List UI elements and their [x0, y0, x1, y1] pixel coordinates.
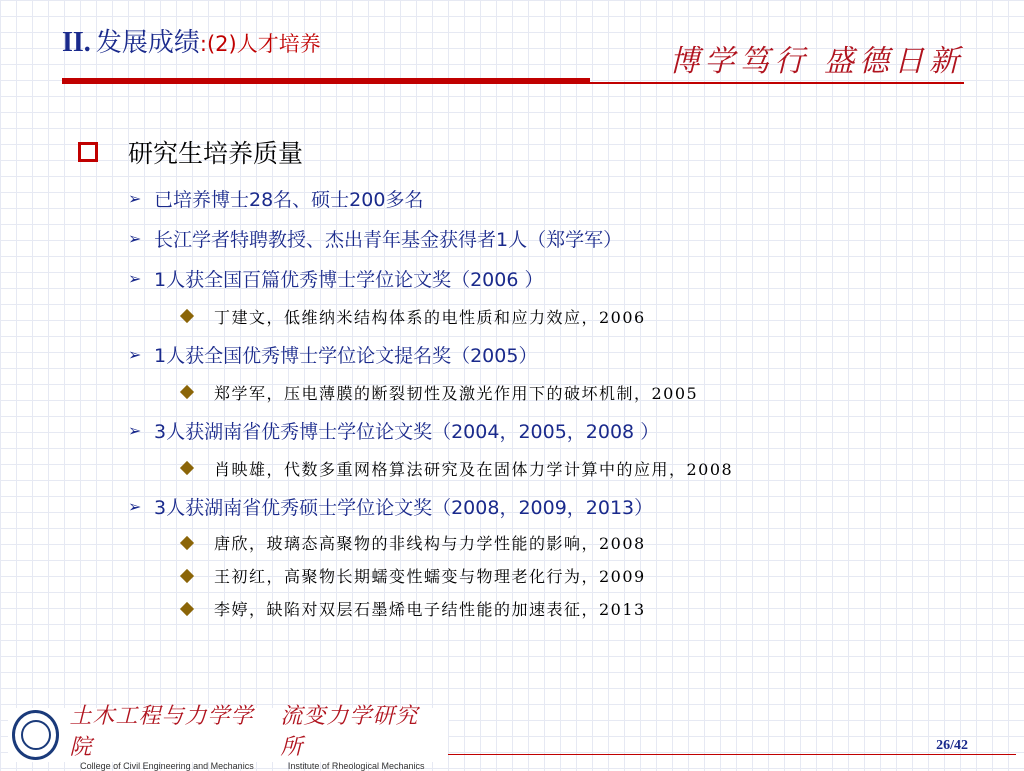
- square-bullet-icon: [78, 142, 98, 162]
- arrow-bullet-icon: ➢: [128, 188, 142, 208]
- main-heading: 研究生培养质量: [128, 139, 304, 168]
- title-underline: [62, 78, 590, 84]
- institute-logo: [280, 699, 432, 771]
- sub-list-item-text: 王初红，高聚物长期蠕变性蠕变与物理老化行为，2009: [214, 567, 646, 586]
- sub-list-item: [180, 592, 978, 625]
- list-item-text: 1人获全国优秀博士学位论文提名奖（2005）: [154, 344, 538, 367]
- list-item-text: 1人获全国百篇优秀博士学位论文奖（2006 ）: [154, 268, 544, 291]
- diamond-bullet-icon: [180, 311, 214, 321]
- list-item: [128, 410, 978, 450]
- sub-list-item-text: 李婷，缺陷对双层石墨烯电子结性能的加速表征，2013: [214, 600, 646, 619]
- title-subtitle: :(2)人才培养: [199, 32, 321, 56]
- sub-list-item-text: 丁建文，低维纳米结构体系的电性质和应力效应，2006: [214, 307, 646, 327]
- sub-list-item-text: 郑学军，压电薄膜的断裂韧性及激光作用下的破坏机制，2005: [214, 383, 699, 403]
- title-roman: II.: [62, 27, 91, 58]
- list-item: [128, 486, 978, 526]
- diamond-bullet-icon: [180, 571, 214, 581]
- college-name-cn: 土木工程与力学学院: [69, 704, 254, 760]
- university-seal-icon: [12, 710, 59, 760]
- sub-list-item: [180, 559, 978, 592]
- arrow-bullet-icon: ➢: [128, 228, 142, 248]
- list-item-text: 已培养博士28名、硕士200多名: [154, 188, 424, 211]
- sub-list-item: [180, 526, 978, 559]
- arrow-bullet-icon: ➢: [128, 268, 142, 288]
- diamond-bullet-icon: [180, 604, 214, 614]
- page-number: 26/42: [936, 738, 968, 753]
- diamond-bullet-icon: [180, 463, 214, 473]
- sub-list-item-text: 肖映雄，代数多重网格算法研究及在固体力学计算中的应用，2008: [214, 459, 734, 479]
- title-main: 发展成绩: [95, 28, 200, 58]
- college-logo: [69, 699, 264, 771]
- diamond-bullet-icon: [180, 538, 214, 548]
- arrow-bullet-icon: ➢: [128, 420, 142, 440]
- title-rule: [590, 82, 964, 84]
- list-item: [128, 258, 978, 298]
- list-item: [128, 334, 978, 374]
- slide-title: [62, 22, 321, 59]
- list-item: [128, 178, 978, 218]
- motto-calligraphy: 博学笃行 盛德日新: [669, 44, 964, 79]
- arrow-bullet-icon: ➢: [128, 344, 142, 364]
- footer-logos: [8, 704, 448, 771]
- list-item: [128, 218, 978, 258]
- sub-list-item-text: 唐欣，玻璃态高聚物的非线构与力学性能的影响，2008: [214, 534, 646, 553]
- institute-name-cn: 流变力学研究所: [280, 704, 419, 760]
- list-item-text: 长江学者特聘教授、杰出青年基金获得者1人（郑学军）: [154, 228, 623, 251]
- college-name-en: College of Civil Engineering and Mechanics: [80, 761, 254, 771]
- list-item-text: 3人获湖南省优秀硕士学位论文奖（2008，2009，2013）: [154, 496, 654, 519]
- content-list: [78, 134, 978, 625]
- sub-list-item: [180, 298, 978, 334]
- sub-list-item: [180, 450, 978, 486]
- diamond-bullet-icon: [180, 387, 214, 397]
- list-item-text: 3人获湖南省优秀博士学位论文奖（2004，2005，2008 ）: [154, 420, 660, 443]
- sub-list-item: [180, 374, 978, 410]
- institute-name-en: Institute of Rheological Mechanics: [287, 761, 425, 771]
- main-bullet: [78, 134, 978, 170]
- arrow-bullet-icon: ➢: [128, 496, 142, 516]
